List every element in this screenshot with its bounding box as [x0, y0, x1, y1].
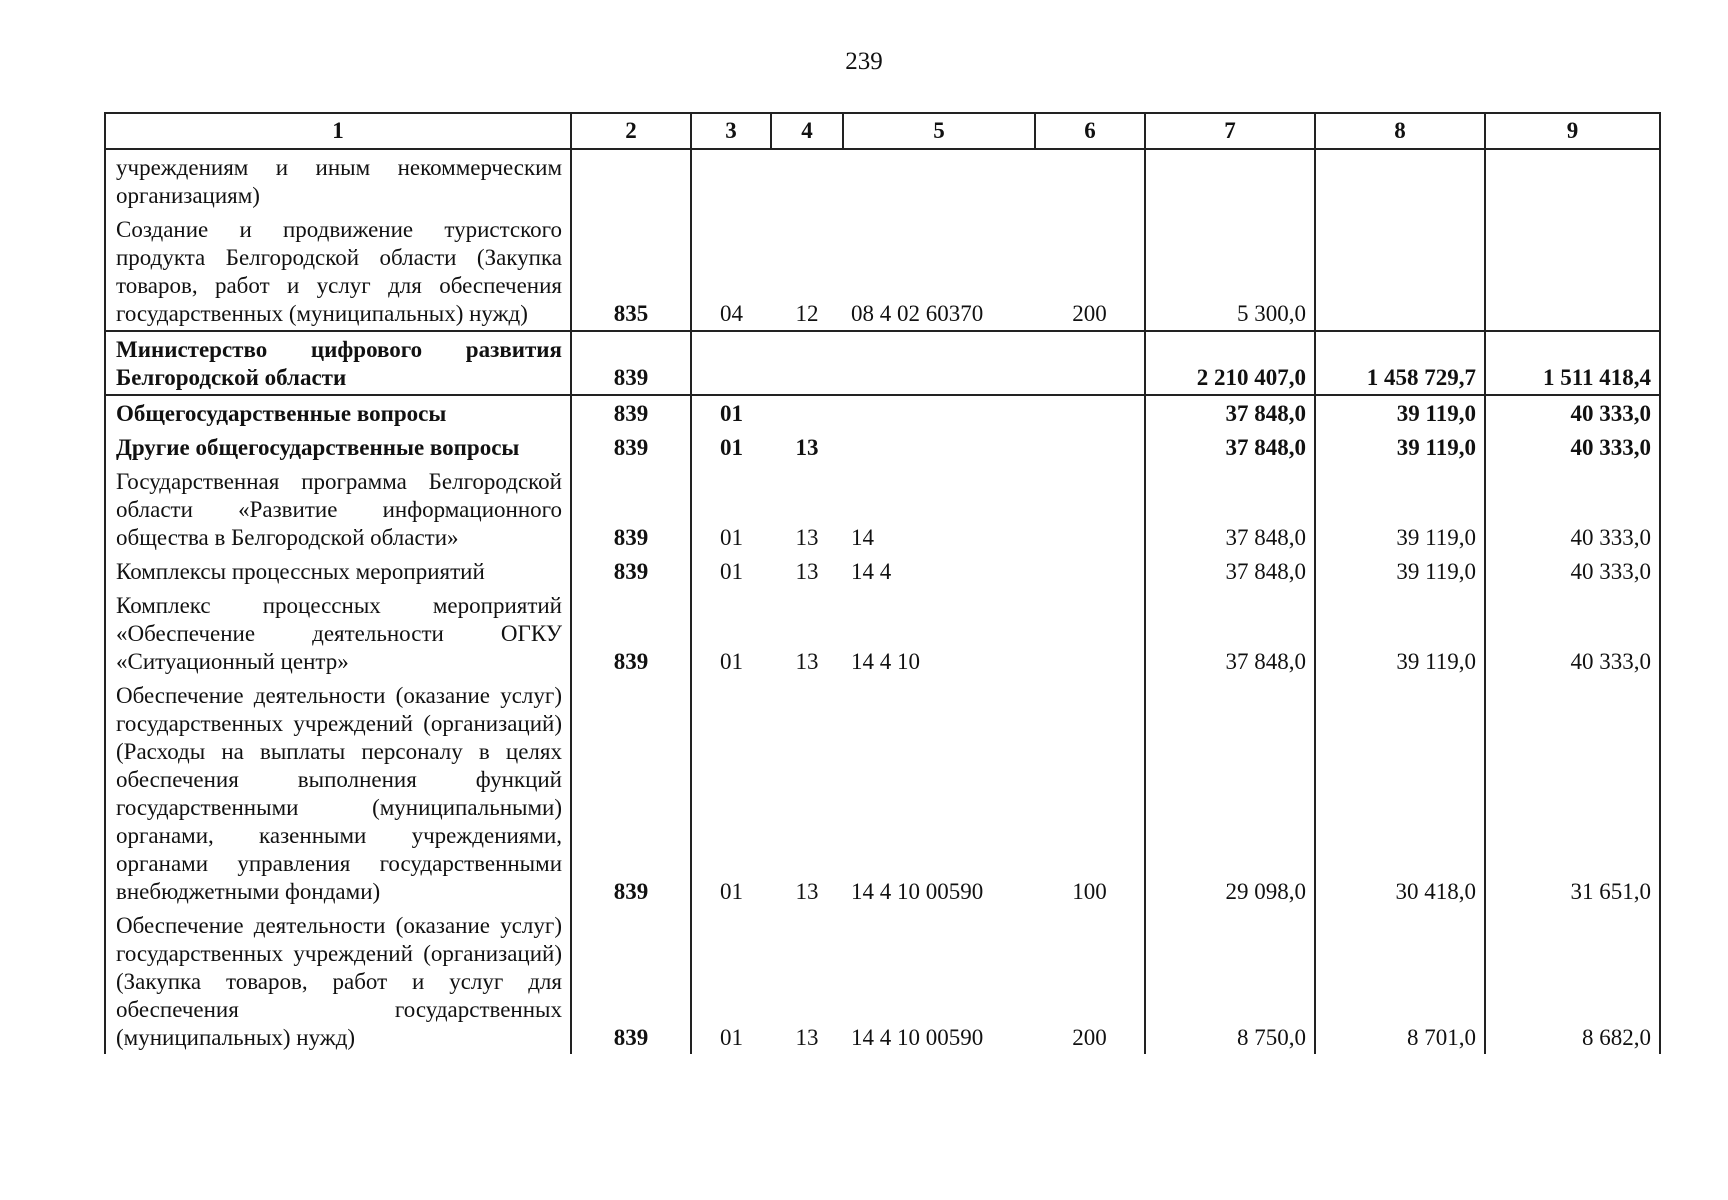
row-target-article: 08 4 02 60370 [851, 301, 984, 326]
row-name: Общегосударственные вопросы [105, 395, 571, 430]
row-amount-col8: 39 119,0 [1315, 395, 1485, 430]
row-target-article [843, 395, 1035, 430]
row-name: Комплекс процессных мероприятий «Обеспечение деятельности ОГКУ «Ситуационный центр» [105, 588, 571, 678]
row-grbs: 839 [571, 395, 691, 430]
row-subsection: 13 [795, 1025, 819, 1050]
row-target-article [843, 430, 1035, 464]
row-target-article: 14 4 [851, 559, 892, 584]
row-amount-col9 [1485, 149, 1660, 212]
header-col-2: 2 [571, 113, 691, 149]
row-amount-col8: 39 119,0 [1315, 464, 1485, 554]
row-target-article: 14 4 10 [851, 649, 920, 674]
row-section: 01 [691, 554, 771, 588]
row-name: Обеспечение деятельности (оказание услуг) государственных учреждений (организаций) (Закупка товаров, работ и услуг для обеспечения государственных (муниципальных) нужд) [105, 908, 571, 1054]
row-amount-col9: 40 333,0 [1485, 464, 1660, 554]
budget-table [104, 112, 1661, 1054]
row-expense-type [1035, 430, 1145, 464]
row-amount-col9: 31 651,0 [1485, 678, 1660, 908]
row-subsection: 13 [795, 649, 819, 674]
row-grbs: 839 [571, 588, 691, 678]
row-amount-col7: 8 750,0 [1145, 908, 1315, 1054]
row-amount-col9: 40 333,0 [1485, 554, 1660, 588]
row-expense-type [1035, 395, 1145, 430]
row-amount-col7: 37 848,0 [1145, 588, 1315, 678]
row-amount-col8: 8 701,0 [1315, 908, 1485, 1054]
row-subsection [771, 149, 843, 212]
row-section: 04 [691, 212, 771, 331]
row-target-article: 14 [851, 525, 874, 550]
row-section: 01 [691, 908, 771, 1054]
row-amount-col7: 29 098,0 [1145, 678, 1315, 908]
row-grbs: 839 [571, 554, 691, 588]
row-expense-type [1035, 554, 1145, 588]
row-subsection [771, 331, 843, 395]
table-row [105, 464, 1660, 554]
row-amount-col7: 5 300,0 [1145, 212, 1315, 331]
row-section [691, 331, 771, 395]
table-header-row [105, 113, 1660, 149]
row-amount-col9: 40 333,0 [1485, 395, 1660, 430]
row-subsection: 13 [795, 435, 819, 460]
header-col-3: 3 [691, 113, 771, 149]
page-number: 239 [845, 48, 883, 75]
row-grbs: 839 [571, 678, 691, 908]
table-row [105, 554, 1660, 588]
row-section: 01 [691, 464, 771, 554]
row-target-article: 14 4 10 00590 [851, 1025, 984, 1050]
row-target-article: 14 4 10 00590 [851, 879, 984, 904]
row-amount-col9: 8 682,0 [1485, 908, 1660, 1054]
row-name: Обеспечение деятельности (оказание услуг) государственных учреждений (организаций) (Расходы на выплаты персоналу в целях обеспечения выполнения функций государственными (муниципальными) органами, казенными учреждениями, органами управления государственными внебюджетными фондами) [105, 678, 571, 908]
table-row [105, 588, 1660, 678]
row-expense-type: 100 [1035, 678, 1145, 908]
row-amount-col7: 37 848,0 [1145, 554, 1315, 588]
row-amount-col9 [1485, 212, 1660, 331]
row-name: учреждениям и иным некоммерческим организациям) [105, 149, 571, 212]
row-amount-col8: 30 418,0 [1315, 678, 1485, 908]
row-amount-col9: 40 333,0 [1485, 430, 1660, 464]
row-amount-col7: 2 210 407,0 [1145, 331, 1315, 395]
table-row [105, 149, 1660, 212]
row-expense-type [1035, 588, 1145, 678]
row-expense-type [1035, 331, 1145, 395]
row-expense-type: 200 [1035, 908, 1145, 1054]
row-amount-col7 [1145, 149, 1315, 212]
row-target-article [843, 149, 1035, 212]
table-row [105, 395, 1660, 430]
row-grbs: 839 [571, 430, 691, 464]
row-grbs: 839 [571, 908, 691, 1054]
header-col-7: 7 [1145, 113, 1315, 149]
row-section: 01 [691, 395, 771, 430]
header-col-6: 6 [1035, 113, 1145, 149]
row-grbs: 835 [571, 212, 691, 331]
row-subsection: 13 [795, 559, 819, 584]
table-row [105, 212, 1660, 331]
row-amount-col7: 37 848,0 [1145, 430, 1315, 464]
row-amount-col8: 1 458 729,7 [1315, 331, 1485, 395]
row-subsection: 13 [795, 525, 819, 550]
row-subsection: 12 [795, 301, 819, 326]
table-row [105, 430, 1660, 464]
header-col-1: 1 [105, 113, 571, 149]
row-amount-col9: 1 511 418,4 [1485, 331, 1660, 395]
table-row [105, 908, 1660, 1054]
row-expense-type: 200 [1035, 212, 1145, 331]
row-amount-col8: 39 119,0 [1315, 588, 1485, 678]
row-amount-col7: 37 848,0 [1145, 464, 1315, 554]
header-col-8: 8 [1315, 113, 1485, 149]
row-name: Государственная программа Белгородской области «Развитие информационного общества в Белгородской области» [105, 464, 571, 554]
table-row [105, 331, 1660, 395]
table-body [105, 149, 1660, 1054]
row-section: 01 [691, 588, 771, 678]
header-col-4: 4 [771, 113, 843, 149]
row-section [691, 149, 771, 212]
row-grbs: 839 [571, 464, 691, 554]
header-col-5: 5 [843, 113, 1035, 149]
table-row [105, 678, 1660, 908]
row-expense-type [1035, 149, 1145, 212]
row-name: Министерство цифрового развития Белгородской области [105, 331, 571, 395]
row-amount-col8: 39 119,0 [1315, 430, 1485, 464]
row-subsection [771, 395, 843, 430]
row-grbs: 839 [571, 331, 691, 395]
row-target-article [843, 331, 1035, 395]
row-amount-col7: 37 848,0 [1145, 395, 1315, 430]
row-expense-type [1035, 464, 1145, 554]
row-name: Комплексы процессных мероприятий [105, 554, 571, 588]
row-subsection: 13 [795, 879, 819, 904]
row-amount-col8: 39 119,0 [1315, 554, 1485, 588]
row-amount-col8 [1315, 212, 1485, 331]
row-amount-col9: 40 333,0 [1485, 588, 1660, 678]
row-grbs [571, 149, 691, 212]
row-section: 01 [691, 678, 771, 908]
row-amount-col8 [1315, 149, 1485, 212]
row-name: Создание и продвижение туристского продукта Белгородской области (Закупка товаров, работ и услуг для обеспечения государственных (муниципальных) нужд) [105, 212, 571, 331]
row-section: 01 [691, 430, 771, 464]
row-name: Другие общегосударственные вопросы [105, 430, 571, 464]
header-col-9: 9 [1485, 113, 1660, 149]
